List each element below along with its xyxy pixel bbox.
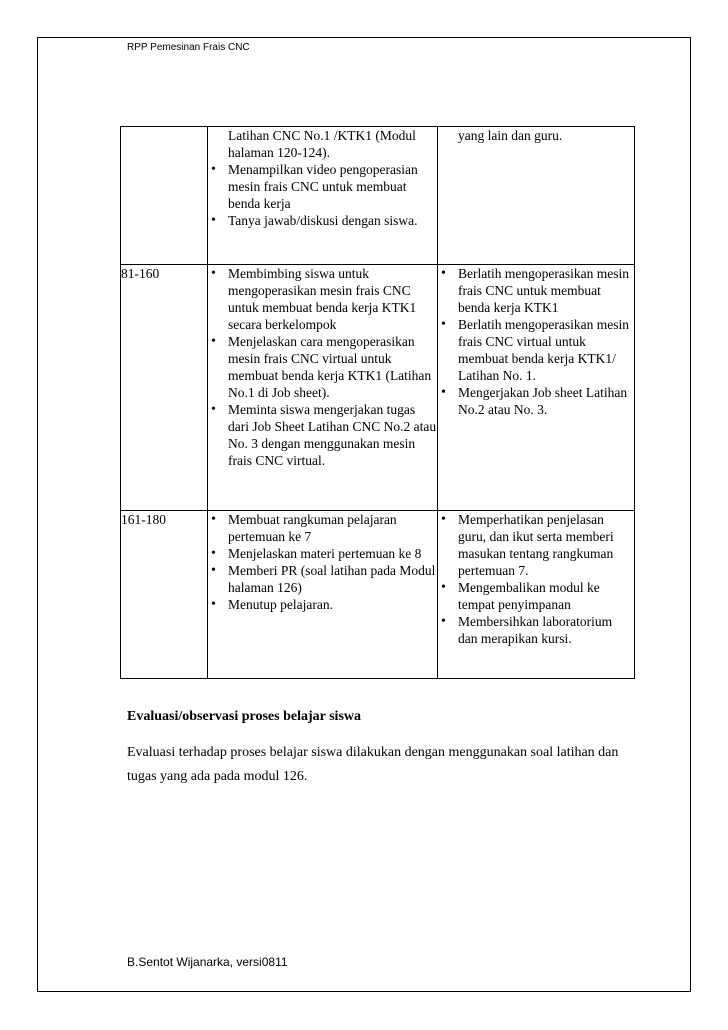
list-item: • Menampilkan video pengoperasian mesin frais CNC untuk membuat benda kerja (208, 161, 437, 212)
time-cell (121, 127, 208, 265)
table-row (121, 127, 635, 265)
list-item: • Tanya jawab/diskusi dengan siswa. (208, 212, 437, 229)
evaluation-body: Evaluasi terhadap proses belajar siswa dilakukan dengan menggunakan soal latihan dan tugas yang ada pada modul 126. (127, 745, 619, 784)
list-item: Latihan CNC No.1 /KTK1 (Modul halaman 120-124). (228, 128, 416, 160)
list-item: • Berlatih mengoperasikan mesin frais CNC virtual untuk membuat benda kerja KTK1/ Latihan No. 1. (438, 316, 634, 384)
list-item: • Mengembalikan modul ke tempat penyimpanan (438, 579, 634, 613)
student-activity-cell (438, 511, 635, 679)
list-item: • Menjelaskan cara mengoperasikan mesin frais CNC virtual untuk membuat benda kerja KTK1 (Latihan No.1 di Job sheet). (208, 333, 437, 401)
list-item: • Memperhatikan penjelasan guru, dan ikut serta memberi masukan tentang rangkuman pertemuan 7. (438, 511, 634, 579)
list-item: • Menutup pelajaran. (208, 596, 437, 613)
list-item: • Membersihkan laboratorium dan merapikan kursi. (438, 613, 634, 647)
activity-list (208, 127, 437, 229)
activity-list (208, 511, 437, 613)
student-activity-cell (438, 127, 635, 265)
activity-list (438, 127, 634, 144)
time-cell: 81-160 (121, 265, 208, 511)
activity-list (438, 511, 634, 647)
teacher-activity-cell (208, 127, 438, 265)
page-header: RPP Pemesinan Frais CNC (127, 42, 250, 53)
student-activity-cell (438, 265, 635, 511)
table-row (121, 511, 635, 679)
list-item: yang lain dan guru. (458, 128, 563, 143)
list-item: • Membimbing siswa untuk mengoperasikan mesin frais CNC untuk membuat benda kerja KTK1 secara berkelompok (208, 265, 437, 333)
list-item: • Meminta siswa mengerjakan tugas dari Job Sheet Latihan CNC No.2 atau No. 3 dengan menggunakan mesin frais CNC virtual. (208, 401, 437, 469)
activity-list (438, 265, 634, 418)
activity-list (208, 265, 437, 469)
teacher-activity-cell (208, 511, 438, 679)
list-item: • Memberi PR (soal latihan pada Modul halaman 126) (208, 562, 437, 596)
list-item: • Mengerjakan Job sheet Latihan No.2 atau No. 3. (438, 384, 634, 418)
evaluation-title: Evaluasi/observasi proses belajar siswa (127, 709, 362, 724)
list-item: • Membuat rangkuman pelajaran pertemuan ke 7 (208, 511, 437, 545)
list-item: • Berlatih mengoperasikan mesin frais CNC untuk membuat benda kerja KTK1 (438, 265, 634, 316)
list-item: • Menjelaskan materi pertemuan ke 8 (208, 545, 437, 562)
table-row (121, 265, 635, 511)
page-footer: B.Sentot Wijanarka, versi0811 (127, 955, 288, 969)
teacher-activity-cell (208, 265, 438, 511)
activity-table (120, 126, 635, 679)
time-cell: 161-180 (121, 511, 208, 679)
